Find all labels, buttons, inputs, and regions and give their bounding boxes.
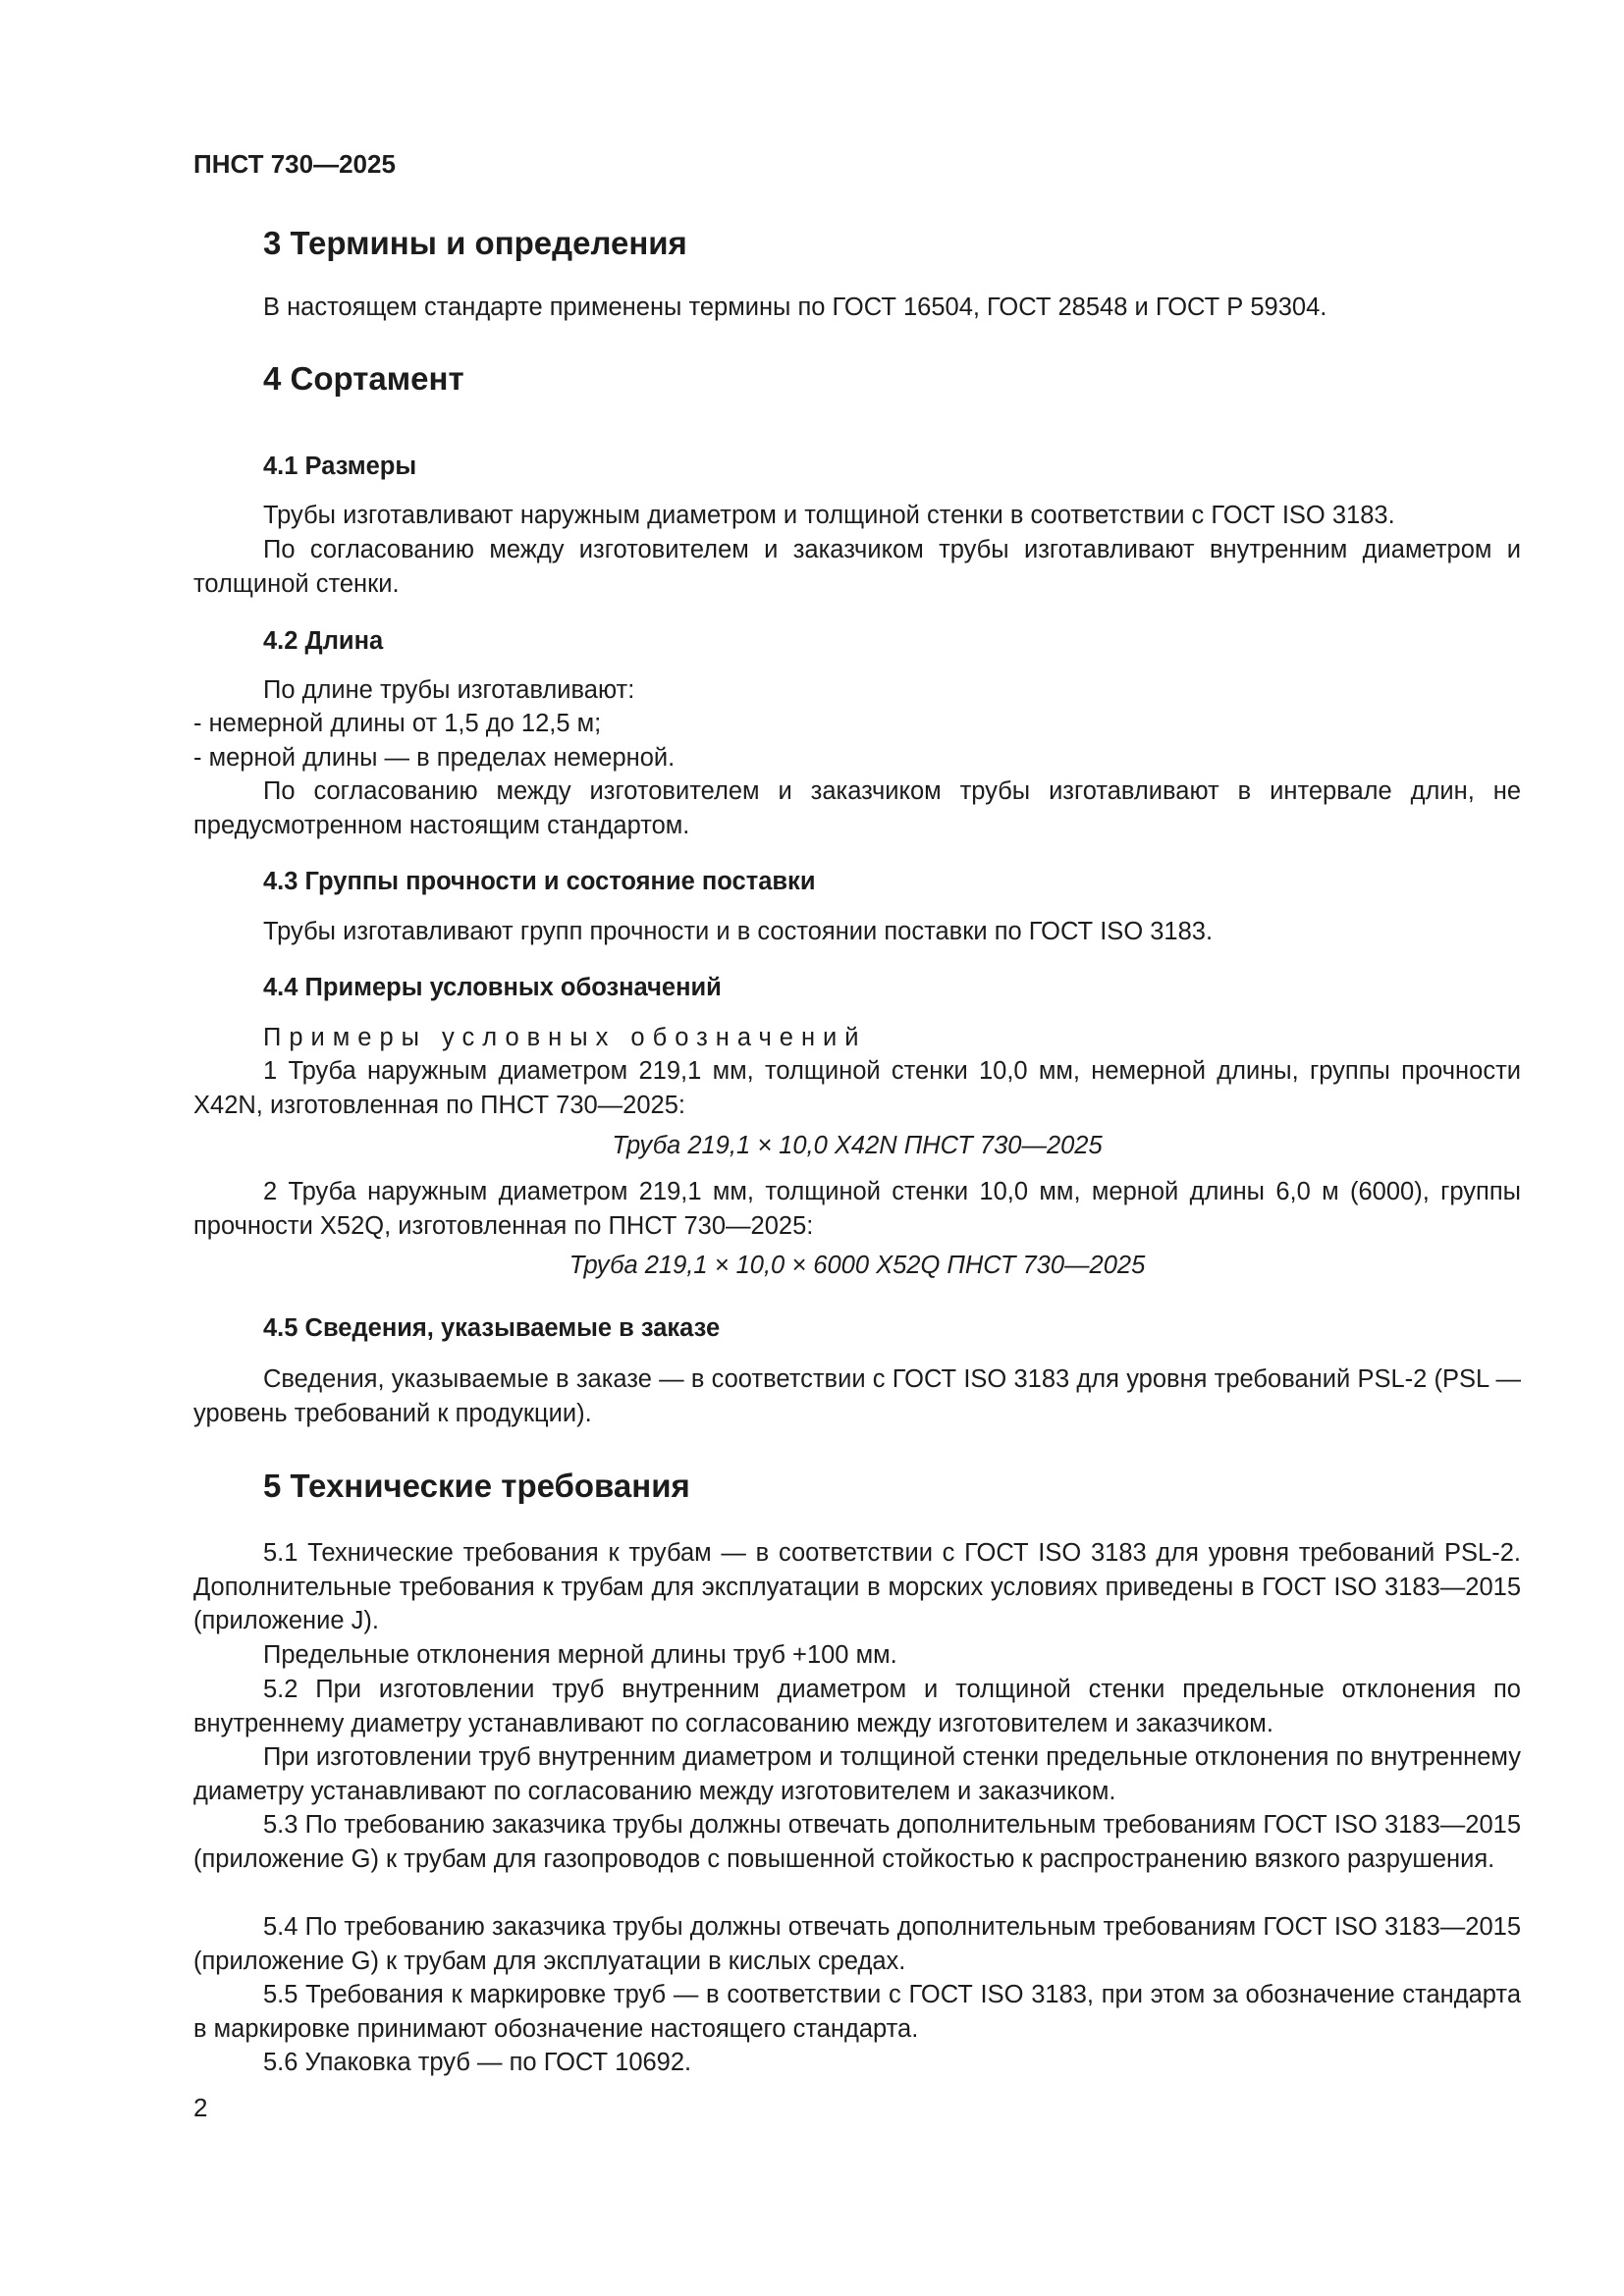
- example-2-designation: Труба 219,1 × 10,0 × 6000 X52Q ПНСТ 730—2025: [568, 1252, 1146, 1279]
- example-1-text: 1 Труба наружным диаметром 219,1 мм, толщиной стенки 10,0 мм, немерной длины, группы прочности X42N, изготовленная по ПНСТ 730—2025:: [193, 1057, 1521, 1119]
- section-4-1-title: 4.1 Размеры: [263, 453, 417, 480]
- section-5-3-para: 5.3 По требованию заказчика трубы должны отвечать дополнительным требованиям ГОСТ ISO 3183—2015 (приложение G) к трубам для газопроводов с повышенной стойкостью к распространению вязкого разрушения.: [193, 1811, 1521, 1873]
- section-4-2-para-2: По согласованию между изготовителем и заказчиком трубы изготавливают в интервале длин, не предусмотренном настоящим стандартом.: [193, 777, 1521, 839]
- section-3-text: В настоящем стандарте применены термины по ГОСТ 16504, ГОСТ 28548 и ГОСТ Р 59304.: [263, 294, 1327, 321]
- section-4-title: 4 Сортамент: [263, 360, 464, 397]
- section-4-5-para-1: Сведения, указываемые в заказе — в соответствии с ГОСТ ISO 3183 для уровня требований PSL-2 (PSL — уровень требований к продукции).: [193, 1365, 1521, 1427]
- section-4-2-para-1: По длине трубы изготавливают:: [263, 676, 635, 704]
- section-4-2-title: 4.2 Длина: [263, 627, 384, 655]
- example-1-designation: Труба 219,1 × 10,0 X42N ПНСТ 730—2025: [612, 1132, 1103, 1159]
- section-5-title: 5 Технические требования: [263, 1468, 690, 1504]
- example-2-text: 2 Труба наружным диаметром 219,1 мм, толщиной стенки 10,0 мм, мерной длины 6,0 м (6000), группы прочности X52Q, изготовленная по ПНСТ 730—2025:: [193, 1178, 1521, 1240]
- running-header: ПНСТ 730—2025: [193, 149, 396, 179]
- section-4-3-para-1: Трубы изготавливают групп прочности и в состоянии поставки по ГОСТ ISO 3183.: [263, 918, 1214, 945]
- section-3-title: 3 Термины и определения: [263, 225, 687, 261]
- section-5-1-tolerance: Предельные отклонения мерной длины труб +100 мм.: [263, 1641, 897, 1669]
- section-5-6-para: 5.6 Упаковка труб — по ГОСТ 10692.: [263, 2049, 692, 2076]
- section-4-3-title: 4.3 Группы прочности и состояние поставки: [263, 868, 816, 895]
- section-5-2-para: 5.2 При изготовлении труб внутренним диаметром и толщиной стенки предельные отклонения по внутреннему диаметру устанавливают по согласованию между изготовителем и заказчиком.: [193, 1676, 1521, 1737]
- section-5-5-para: 5.5 Требования к маркировке труб — в соответствии с ГОСТ ISO 3183, при этом за обозначение стандарта в маркировке принимают обозначение настоящего стандарта.: [193, 1981, 1521, 2043]
- section-4-5-title: 4.5 Сведения, указываемые в заказе: [263, 1314, 721, 1342]
- section-4-4-title: 4.4 Примеры условных обозначений: [263, 974, 722, 1001]
- examples-label: Примеры условных обозначений: [263, 1024, 867, 1051]
- section-4-1-para-2: По согласованию между изготовителем и заказчиком трубы изготавливают внутренним диаметром и толщиной стенки.: [193, 536, 1521, 598]
- section-5-2-para-repeat: При изготовлении труб внутренним диаметром и толщиной стенки предельные отклонения по внутреннему диаметру устанавливают по согласованию между изготовителем и заказчиком.: [193, 1743, 1521, 1805]
- section-5-1-para: 5.1 Технические требования к трубам — в соответствии с ГОСТ ISO 3183 для уровня требований PSL-2. Дополнительные требования к трубам для эксплуатации в морских условиях приведены в ГОСТ ISO 3183—2015 (приложение J).: [193, 1539, 1521, 1634]
- section-4-2-list-item-1: - немерной длины от 1,5 до 12,5 м;: [193, 710, 602, 737]
- page-number: 2: [193, 2093, 208, 2122]
- section-4-2-list-item-2: - мерной длины — в пределах немерной.: [193, 744, 676, 772]
- section-4-1-para-1: Трубы изготавливают наружным диаметром и толщиной стенки в соответствии с ГОСТ ISO 3183.: [263, 502, 1395, 529]
- section-5-4-para: 5.4 По требованию заказчика трубы должны отвечать дополнительным требованиям ГОСТ ISO 3183—2015 (приложение G) к трубам для эксплуатации в кислых средах.: [193, 1913, 1521, 1975]
